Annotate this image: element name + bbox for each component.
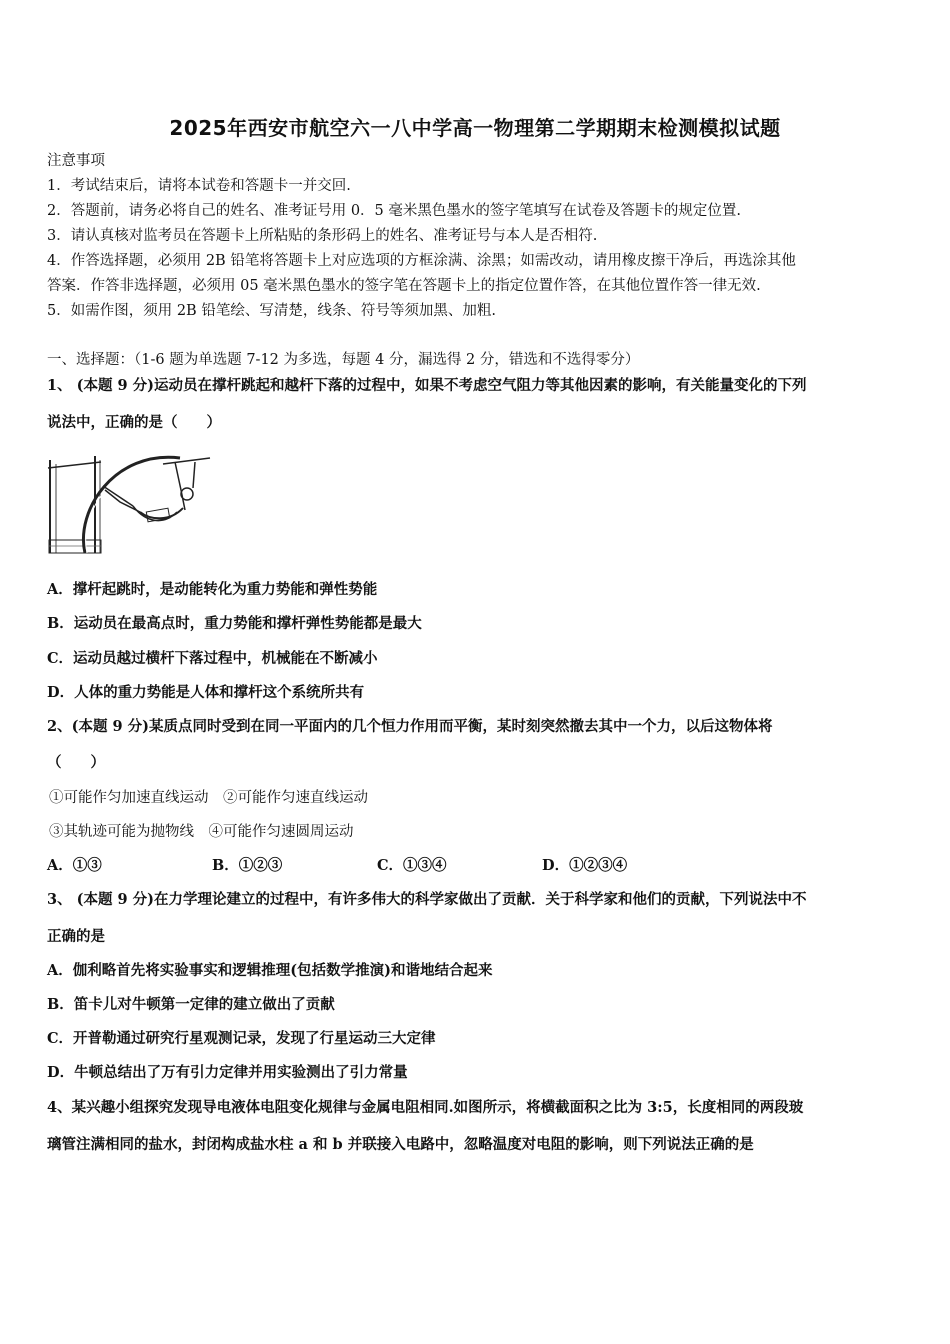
notice-item-3: 3．请认真核对监考员在答题卡上所粘贴的条形码上的姓名、准考证号与本人是否相符. (47, 228, 598, 244)
notice-item-4-cont: 答案．作答非选择题，必须用 05 毫米黑色墨水的签字笔在答题卡上的指定位置作答，在其他位置作答一律无效. (47, 278, 761, 294)
q1-stem-line1: 1、 (本题 9 分)运动员在撑杆跳起和越杆下落的过程中，如果不考虑空气阻力等其他因素的影响，有关能量变化的下列 (47, 377, 807, 394)
notice-item-4: 4．作答选择题，必须用 2B 铅笔将答题卡上对应选项的方框涂满、涂黑；如需改动，请用橡皮擦干净后，再选涂其他 (47, 253, 796, 269)
pole-vault-figure (45, 450, 215, 558)
q2-option-c: C．①③④ (377, 857, 447, 874)
q2-statement-2: ③其轨迹可能为抛物线 ④可能作匀速圆周运动 (49, 824, 354, 840)
q1-option-c: C．运动员越过横杆下落过程中，机械能在不断减小 (47, 650, 378, 667)
q2-stem-line2: （ ） (47, 754, 105, 771)
section-heading: 一、选择题：（1-6 题为单选题 7-12 为多选，每题 4 分，漏选得 2 分，错选和不选得零分） (47, 352, 640, 368)
notice-heading: 注意事项 (47, 153, 105, 169)
q3-option-b: B．笛卡儿对牛顿第一定律的建立做出了贡献 (47, 996, 335, 1013)
q2-option-b: B．①②③ (212, 857, 283, 874)
q1-option-d: D．人体的重力势能是人体和撑杆这个系统所共有 (47, 684, 365, 701)
q3-option-a: A．伽利略首先将实验事实和逻辑推理(包括数学推演)和谐地结合起来 (47, 962, 493, 979)
q2-statement-1: ①可能作匀加速直线运动 ②可能作匀速直线运动 (49, 790, 368, 806)
notice-item-2: 2．答题前，请务必将自己的姓名、准考证号用 0．5 毫米黑色墨水的签字笔填写在试卷及答题卡的规定位置. (47, 203, 741, 219)
notice-item-5: 5．如需作图，须用 2B 铅笔绘、写清楚，线条、符号等须加黑、加粗. (47, 303, 496, 319)
q1-stem-line2: 说法中，正确的是（ ） (47, 414, 221, 431)
q2-option-d: D．①②③④ (542, 857, 628, 874)
q2-option-a: A．①③ (47, 857, 102, 874)
q3-option-d: D．牛顿总结出了万有引力定律并用实验测出了引力常量 (47, 1064, 408, 1081)
q3-stem-line1: 3、 (本题 9 分)在力学理论建立的过程中，有许多伟大的科学家做出了贡献．关于科学家和他们的贡献，下列说法中不 (47, 891, 807, 908)
q1-option-a: A．撑杆起跳时，是动能转化为重力势能和弹性势能 (47, 581, 378, 598)
q4-stem-line2: 璃管注满相同的盐水，封闭构成盐水柱 a 和 b 并联接入电路中，忽略温度对电阻的影响，则下列说法正确的是 (47, 1136, 754, 1153)
page-title: 2025年西安市航空六一八中学高一物理第二学期期末检测模拟试题 (169, 116, 781, 140)
q4-stem-line1: 4、某兴趣小组探究发现导电液体电阻变化规律与金属电阻相同.如图所示，将横截面积之比为 3:5，长度相同的两段玻 (47, 1099, 804, 1116)
q3-stem-line2: 正确的是 (47, 928, 105, 945)
notice-item-1: 1．考试结束后，请将本试卷和答题卡一并交回. (47, 178, 351, 194)
q3-option-c: C．开普勒通过研究行星观测记录，发现了行星运动三大定律 (47, 1030, 436, 1047)
q1-option-b: B．运动员在最高点时，重力势能和撑杆弹性势能都是最大 (47, 615, 422, 632)
q2-stem-line1: 2、(本题 9 分)某质点同时受到在同一平面内的几个恒力作用而平衡，某时刻突然撤去其中一个力，以后这物体将 (47, 718, 773, 735)
